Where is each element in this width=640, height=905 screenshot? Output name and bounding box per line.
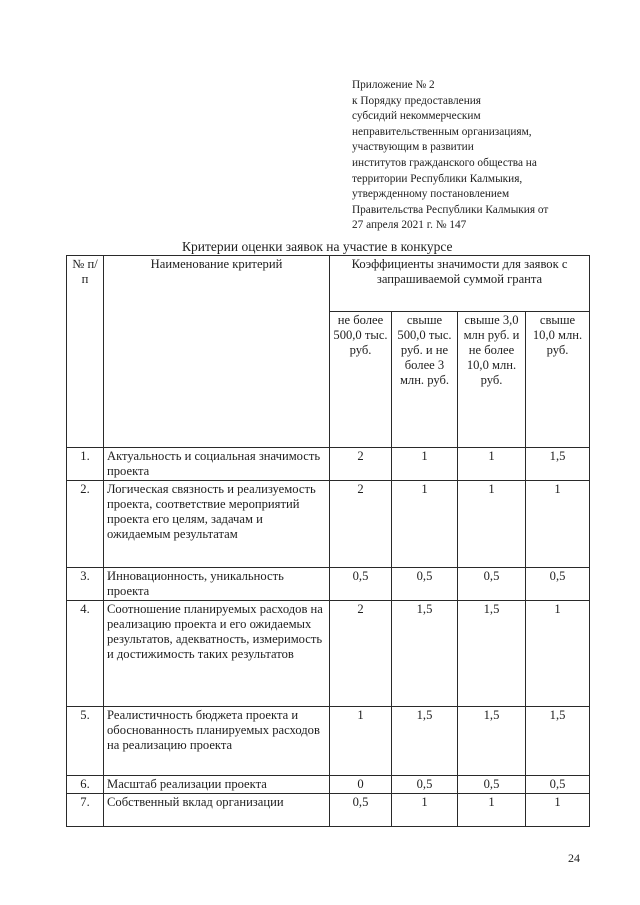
table-row: [67, 707, 590, 776]
coef-value: 1,5: [392, 707, 458, 776]
coef-value: 0,5: [330, 794, 392, 827]
appendix-line: институтов гражданского общества на: [352, 156, 537, 169]
appendix-line: утвержденному постановлением: [352, 188, 510, 201]
appendix-line: субсидий некоммерческим: [352, 110, 481, 123]
coef-value: 1: [526, 794, 590, 827]
coef-value: 1: [458, 481, 526, 568]
criterion-name: Соотношение планируемых расходов на реализацию проекта и его ожидаемых результатов, адекватность, измеримость и достижимость таких результатов: [104, 601, 330, 707]
appendix-line: Правительства Республики Калмыкия от: [352, 203, 549, 216]
coef-value: 1: [526, 601, 590, 707]
row-number: 4.: [67, 601, 104, 707]
coef-value: 1: [526, 481, 590, 568]
header-sub-4: свыше 10,0 млн. руб.: [526, 312, 590, 448]
row-number: 6.: [67, 776, 104, 794]
coef-value: 0,5: [392, 568, 458, 601]
table-row: [67, 448, 590, 481]
header-name: Наименование критерий: [104, 256, 330, 448]
table-row: [67, 794, 590, 827]
coef-value: 2: [330, 601, 392, 707]
appendix-block: [352, 78, 602, 234]
coef-value: 1: [392, 481, 458, 568]
header-sub-3: свыше 3,0 млн руб. и не более 10,0 млн. руб.: [458, 312, 526, 448]
header-sub-2: свыше 500,0 тыс. руб. и не более 3 млн. руб.: [392, 312, 458, 448]
coef-value: 1,5: [526, 448, 590, 481]
coef-value: 0,5: [458, 568, 526, 601]
coef-value: 1: [392, 794, 458, 827]
coef-value: 0,5: [392, 776, 458, 794]
coef-value: 1,5: [458, 707, 526, 776]
row-number: 1.: [67, 448, 104, 481]
coef-value: 1,5: [392, 601, 458, 707]
coef-value: 1,5: [458, 601, 526, 707]
coef-value: 0,5: [330, 568, 392, 601]
appendix-line: территории Республики Калмыкия,: [352, 172, 523, 185]
criterion-name: Инновационность, уникальность проекта: [104, 568, 330, 601]
table-row: [67, 481, 590, 568]
coef-value: 1: [458, 794, 526, 827]
coef-value: 2: [330, 448, 392, 481]
table-row: [67, 776, 590, 794]
page-number: 24: [568, 851, 580, 865]
coef-value: 0,5: [458, 776, 526, 794]
appendix-line: Приложение № 2: [352, 79, 435, 91]
row-number: 2.: [67, 481, 104, 568]
row-number: 3.: [67, 568, 104, 601]
coef-value: 1: [458, 448, 526, 481]
coef-value: 1: [330, 707, 392, 776]
appendix-line: неправительственным организациям,: [352, 125, 532, 138]
coef-value: 2: [330, 481, 392, 568]
coef-value: 0,5: [526, 568, 590, 601]
table-row: [67, 568, 590, 601]
criterion-name: Реалистичность бюджета проекта и обоснованность планируемых расходов на реализацию проекта: [104, 707, 330, 776]
header-coefficients: Коэффициенты значимости для заявок с запрашиваемой суммой гранта: [330, 256, 590, 312]
row-number: 7.: [67, 794, 104, 827]
table-row: [67, 601, 590, 707]
table-title: Критерии оценки заявок на участие в конкурсе: [182, 239, 453, 254]
coef-value: 1: [392, 448, 458, 481]
criterion-name: Логическая связность и реализуемость проекта, соответствие мероприятий проекта его целям, задачам и ожидаемым результатам: [104, 481, 330, 568]
criterion-name: Масштаб реализации проекта: [104, 776, 330, 794]
coef-value: 0,5: [526, 776, 590, 794]
header-num: № п/п: [67, 256, 104, 448]
appendix-line: к Порядку предоставления: [352, 94, 481, 107]
header-sub-1: не более 500,0 тыс. руб.: [330, 312, 392, 448]
criteria-table: [66, 255, 590, 827]
coef-value: 0: [330, 776, 392, 794]
row-number: 5.: [67, 707, 104, 776]
criterion-name: Актуальность и социальная значимость проекта: [104, 448, 330, 481]
criterion-name: Собственный вклад организации: [104, 794, 330, 827]
appendix-line: 27 апреля 2021 г. № 147: [352, 219, 467, 232]
coef-value: 1,5: [526, 707, 590, 776]
appendix-line: участвующим в развитии: [352, 141, 474, 154]
